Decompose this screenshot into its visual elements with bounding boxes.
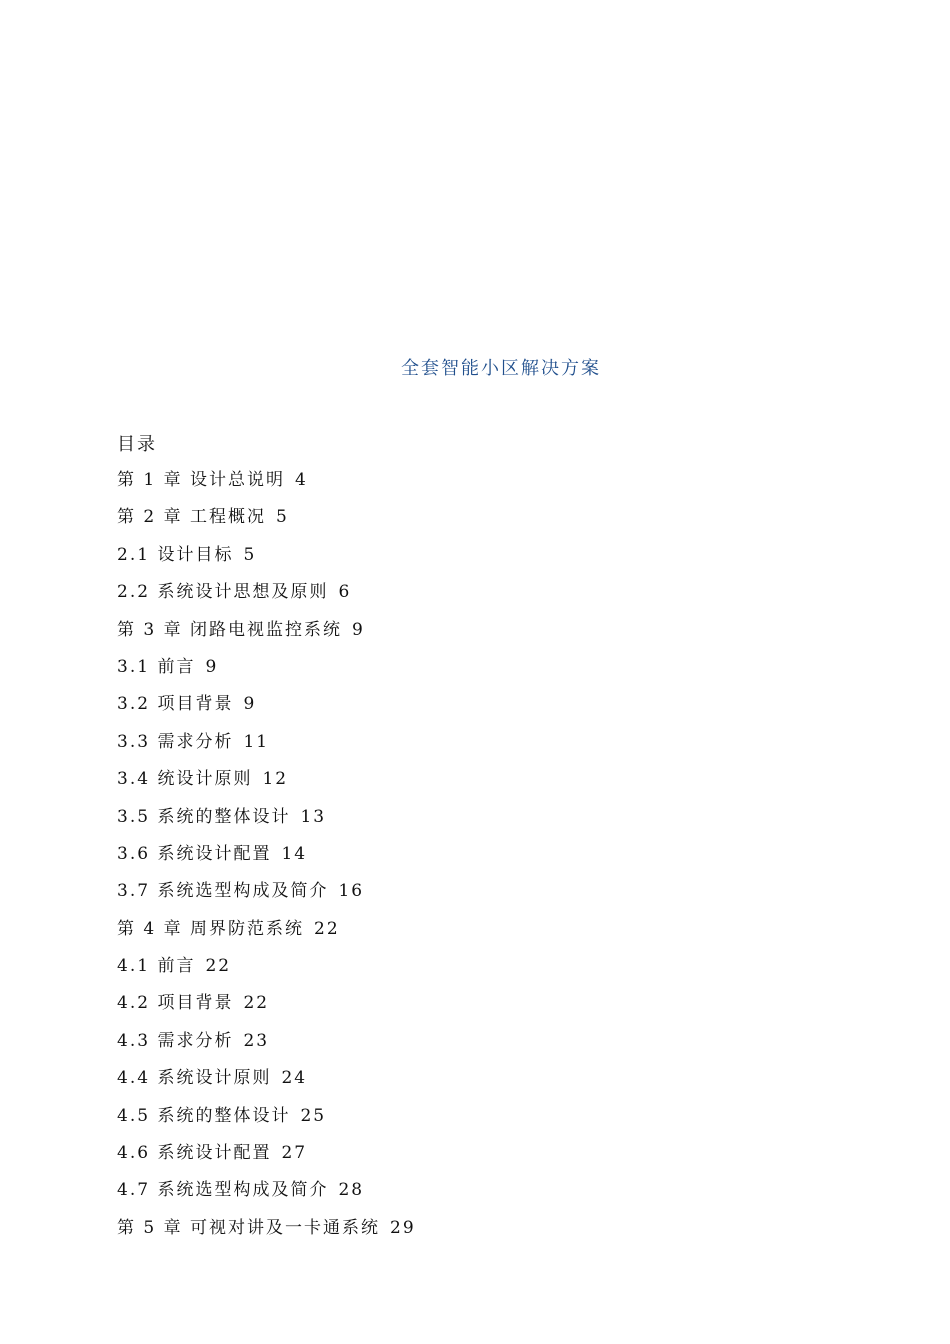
document-title: 全套智能小区解决方案 [401, 358, 601, 379]
toc-entry-page-number: 5 [243, 544, 257, 565]
toc-entry-page-number: 22 [205, 956, 232, 977]
toc-entry-page-number: 5 [276, 507, 289, 528]
toc-entry-page-number: 12 [262, 769, 289, 790]
toc-entry [117, 617, 416, 654]
toc-entry [117, 691, 416, 728]
toc-entry-label: 3.3 需求分析 [117, 731, 234, 752]
toc-entry-page-number: 22 [243, 993, 270, 1014]
toc-entry [117, 1065, 416, 1102]
toc-entry-label: 3.1 前言 [117, 656, 196, 677]
toc-entry [117, 542, 416, 579]
toc-entry-label: 4.6 系统设计配置 [117, 1143, 272, 1164]
toc-entry [117, 579, 416, 616]
toc-entry-page-number: 28 [338, 1180, 365, 1201]
toc-entry-page-number: 25 [300, 1105, 327, 1126]
toc-entry-label: 3.2 项目背景 [117, 694, 234, 715]
toc-entry-label: 第 2 章 工程概况 [117, 507, 267, 528]
toc-entry [117, 990, 416, 1027]
toc-entry-label: 3.5 系统的整体设计 [117, 806, 291, 827]
toc-entry-label: 第 4 章 周界防范系统 [117, 918, 305, 939]
toc-entry-page-number: 11 [243, 731, 270, 752]
toc-entry-label: 4.3 需求分析 [117, 1030, 234, 1051]
toc-entry [117, 766, 416, 803]
toc-entry-page-number: 4 [295, 470, 308, 490]
toc-entry-page-number: 9 [352, 619, 365, 640]
toc-entry-page-number: 14 [281, 843, 308, 864]
toc-entry-label: 2.1 设计目标 [117, 544, 234, 565]
toc-entry [117, 729, 416, 766]
toc-entry [117, 1028, 416, 1065]
table-of-contents [117, 467, 416, 1252]
toc-entry-page-number: 13 [300, 806, 327, 827]
toc-entry [117, 804, 416, 841]
toc-entry [117, 916, 416, 953]
toc-entry-label: 第 1 章 设计总说明 [117, 470, 286, 490]
toc-entry-label: 第 5 章 可视对讲及一卡通系统 [117, 1217, 381, 1238]
toc-entry-label: 4.7 系统选型构成及简介 [117, 1180, 329, 1201]
toc-entry-label: 3.4 统设计原则 [117, 769, 253, 790]
toc-entry-label: 3.6 系统设计配置 [117, 843, 272, 864]
toc-entry-label: 4.4 系统设计原则 [117, 1068, 272, 1089]
toc-entry-page-number: 27 [281, 1143, 308, 1164]
toc-entry-page-number: 29 [390, 1217, 416, 1238]
toc-entry-page-number: 24 [281, 1068, 308, 1089]
toc-entry-label: 第 3 章 闭路电视监控系统 [117, 619, 343, 640]
toc-entry [117, 654, 416, 691]
toc-entry-page-number: 9 [205, 656, 219, 677]
toc-heading: 目录 [117, 434, 157, 455]
toc-entry [117, 1215, 416, 1252]
toc-entry-label: 4.1 前言 [117, 956, 196, 977]
toc-entry-label: 3.7 系统选型构成及简介 [117, 881, 329, 902]
toc-entry-page-number: 23 [243, 1030, 270, 1051]
toc-entry [117, 1140, 416, 1177]
toc-entry-page-number: 9 [243, 694, 257, 715]
toc-entry-page-number: 22 [314, 918, 340, 939]
toc-entry [117, 1177, 416, 1214]
toc-entry-label: 2.2 系统设计思想及原则 [117, 582, 329, 603]
toc-entry [117, 953, 416, 990]
toc-entry-label: 4.5 系统的整体设计 [117, 1105, 291, 1126]
toc-entry [117, 878, 416, 915]
toc-entry [117, 467, 416, 504]
toc-entry [117, 1103, 416, 1140]
toc-entry-page-number: 16 [338, 881, 365, 902]
toc-entry [117, 504, 416, 541]
toc-entry [117, 841, 416, 878]
toc-entry-label: 4.2 项目背景 [117, 993, 234, 1014]
toc-entry-page-number: 6 [338, 582, 352, 603]
